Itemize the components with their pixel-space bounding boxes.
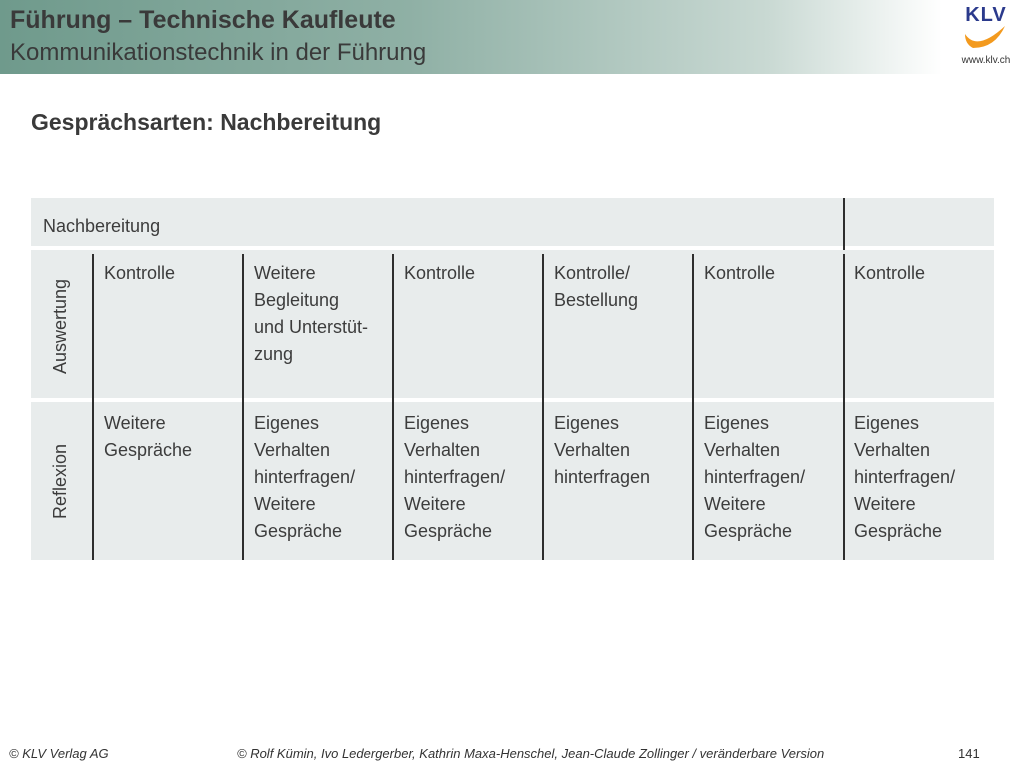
table-cell [404, 410, 544, 545]
logo-swoosh-icon [955, 4, 1017, 54]
cell-line: zung [254, 344, 294, 364]
page-number: 141 [958, 746, 980, 761]
logo-text: KLV [965, 4, 1007, 26]
cell-line: Eigenes [404, 413, 470, 433]
row-label-reflexion: Reflexion [50, 443, 71, 519]
cell-line: Begleitung [254, 290, 340, 310]
row-label-auswertung: Auswertung [50, 278, 71, 374]
cell-line: Verhalten [854, 440, 931, 460]
table-cell [104, 410, 244, 464]
row-separator [31, 398, 994, 402]
table-cell [854, 260, 994, 287]
cell-line: Weitere [254, 494, 316, 514]
cell-line: hinterfragen/ [254, 467, 356, 487]
cell-line: hinterfragen/ [404, 467, 506, 487]
cell-line: Weitere [854, 494, 916, 514]
cell-line: Verhalten [404, 440, 481, 460]
header-title: Führung – Technische Kaufleute [10, 6, 396, 34]
cell-line: Gespräche [404, 521, 493, 541]
table-header: Nachbereitung [43, 216, 161, 236]
cell-line: Weitere [404, 494, 466, 514]
table-header-row [31, 198, 994, 250]
table-cell [854, 410, 994, 545]
cell-line: Kontrolle [854, 263, 926, 283]
cell-line: Weitere [704, 494, 766, 514]
table-cell [704, 410, 844, 545]
cell-line: Gespräche [104, 440, 193, 460]
slide-title: Gesprächsarten: Nachbereitung [31, 109, 382, 135]
cell-line: Eigenes [554, 413, 620, 433]
header-subtitle: Kommunikationstechnik in der Führung [10, 39, 427, 66]
table-cell [554, 410, 694, 491]
table-cell [554, 260, 694, 314]
cell-line: Kontrolle [404, 263, 476, 283]
cell-line: hinterfragen [554, 467, 651, 487]
cell-line: Gespräche [854, 521, 943, 541]
cell-line: Kontrolle [704, 263, 776, 283]
cell-line: Eigenes [704, 413, 770, 433]
cell-line: Gespräche [704, 521, 793, 541]
column-divider [92, 254, 94, 560]
logo-url: www.klv.ch [961, 55, 1011, 66]
footer-authors: © Rolf Kümin, Ivo Ledergerber, Kathrin Maxa-Henschel, Jean-Claude Zollinger / veränderbare Version [237, 746, 825, 761]
table-cell [254, 410, 394, 545]
cell-line: Kontrolle [104, 263, 176, 283]
cell-line: Bestellung [554, 290, 639, 310]
cell-line: Eigenes [854, 413, 920, 433]
cell-line: Gespräche [254, 521, 343, 541]
cell-line: und Unterstüt- [254, 317, 369, 337]
cell-line: hinterfragen/ [704, 467, 806, 487]
table-cell [254, 260, 394, 368]
table-cell [404, 260, 544, 287]
column-divider [242, 254, 244, 560]
nachbereitung-table [31, 198, 994, 560]
cell-line: Verhalten [704, 440, 781, 460]
table-cell [704, 260, 844, 287]
cell-line: Eigenes [254, 413, 320, 433]
footer-copyright: © KLV Verlag AG [9, 746, 109, 761]
header-divider [843, 198, 845, 250]
klv-logo [955, 4, 1017, 70]
cell-line: Verhalten [554, 440, 631, 460]
cell-line: hinterfragen/ [854, 467, 956, 487]
cell-line: Kontrolle/ [554, 263, 631, 283]
cell-line: Weitere [254, 263, 316, 283]
table-cell [104, 260, 244, 287]
cell-line: Weitere [104, 413, 166, 433]
cell-line: Verhalten [254, 440, 331, 460]
